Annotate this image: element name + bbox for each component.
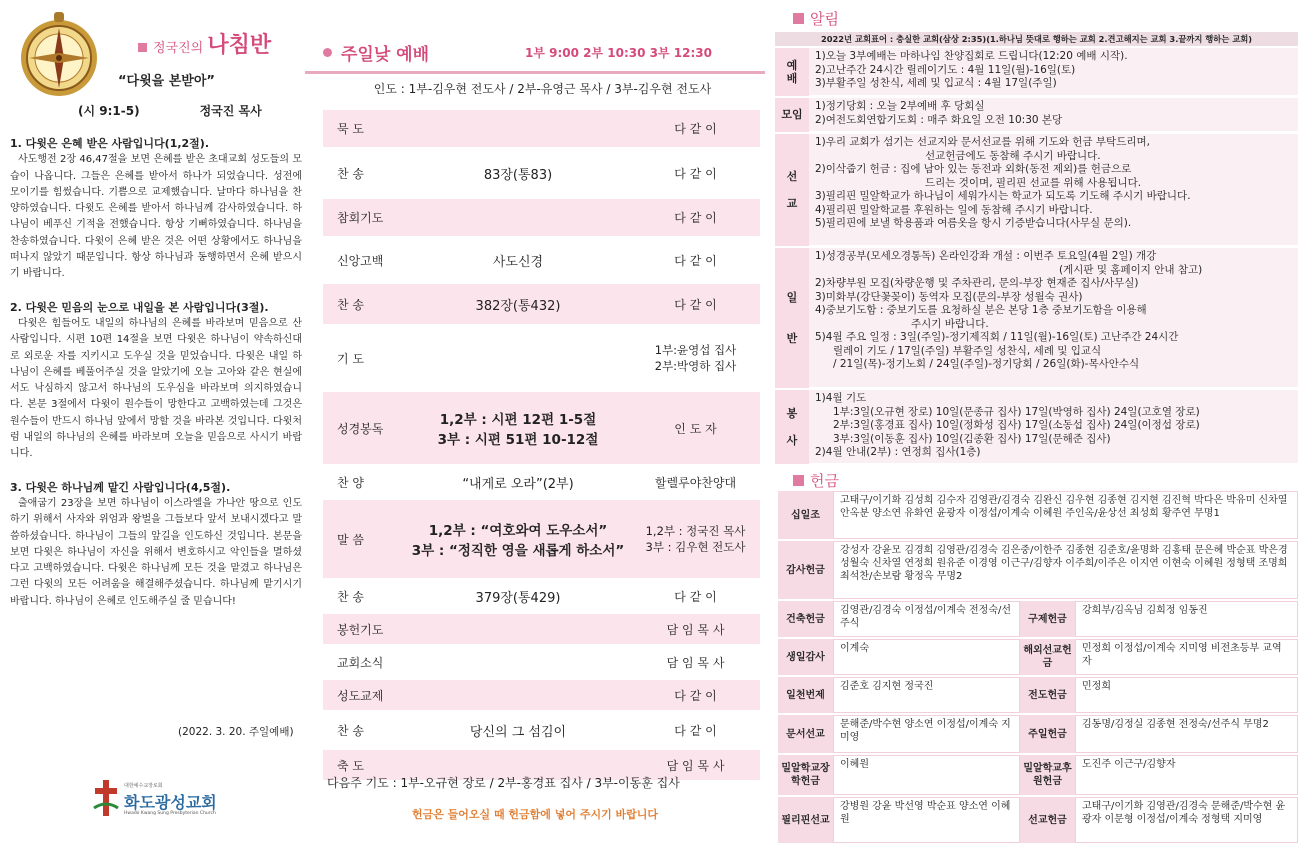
service-item-name: 기 도 [337, 351, 364, 366]
section-heading: 1. 다윗은 은혜 받은 사람입니다(1,2절). [10, 137, 210, 150]
service-item-name: 묵 도 [337, 122, 364, 136]
news-section-text [809, 134, 1298, 246]
news-heading: 알림 [793, 8, 839, 29]
offering-names: 고태구/이기화 김성희 김수자 김영관/김경숙 김완신 김우현 김종현 김지현 김진혁 박다은 박유미 신차열 안옥분 양소연 유화연 윤광자 이정섭/이계숙 이혜원 주인옥/윤상선 최성희 황주연 무명1 [833, 491, 1298, 539]
news-line: 릴레이 기도 / 17일(주일) 부활주일 성찬식, 세례 및 입교식 [833, 344, 1102, 357]
service-item-leader: 다 같 이 [674, 211, 717, 225]
service-row [323, 327, 760, 389]
offering-label: 주일헌금 [1020, 715, 1075, 753]
service-row [323, 680, 760, 710]
news-line: 5)필리핀에 보낼 학용품과 여름옷을 항시 기증받습니다(사무실 문의). [815, 217, 1132, 229]
news-line: 주시기 바랍니다. [911, 317, 989, 330]
offering-label: 밀알학교후원헌금 [1020, 755, 1075, 795]
news-line: 1)4월 기도 [815, 392, 867, 404]
section-text: 출애굽기 23장을 보면 하나님이 이스라엘을 가나안 땅으로 인도하기 위해서 사자와 위엄과 왕벌을 그들보다 앞서 보내시겠다고 말씀하셨습니다. 하나님이 그들의 앞길을 인도하신 것입니다. 본문을 보면 다윗은 하나님이 자신을 위해서 변호하시고 악인들을 멸하셨다고 고백하였습니다. 다윗은 하나님께 모든 것을 맡겼고 하나님은 그런 다윗의 모든 어려움을 해결해주셨습니다. 하나님께 맡기시기 바랍니다. 하나님이 은혜로 인도해주실 줄 믿습니다! [10, 497, 302, 607]
church-logo: 대한예수교장로회 화도광성교회 Hwado Kwang Sung Presbyterian Church [92, 776, 242, 824]
news-column [775, 0, 1298, 854]
news-line: 3)필리핀 밀알학교가 하나님이 세워가시는 학교가 되도록 기도해 주시기 바랍니다. [815, 190, 1191, 202]
service-item-leader: 담 임 목 사 [666, 622, 725, 637]
service-item-leader: 인 도 자 [674, 421, 717, 436]
offering-row [778, 601, 1298, 637]
news-line: 1)성경공부(모세오경통독) 온라인강좌 개설 : 이번주 토요일(4월 2일) 개강 [815, 250, 1157, 262]
compass-icon [18, 4, 100, 104]
worship-title: 주일낮 예배 [341, 45, 430, 65]
offering-names: 문해준/박수현 양소연 이정섭/이계숙 지미영 [833, 715, 1020, 753]
service-item-name: 신앙고백 [337, 253, 384, 268]
news-line: 2)여전도회연합기도회 : 매주 화요일 오전 10:30 본당 [815, 113, 1063, 126]
sermon-body [10, 134, 302, 610]
order-of-service [323, 110, 760, 783]
offering-table [778, 491, 1298, 845]
news-section-label: 선 교 [775, 134, 809, 246]
service-item-name: 말 씀 [337, 532, 364, 547]
news-line: 4)중보기도함 : 중보기도를 요청하실 분은 본당 1층 중보기도함을 이용해 [815, 304, 1147, 316]
offering-row [778, 491, 1298, 539]
service-row [323, 199, 760, 236]
service-item-leader: 할렐루야찬양대 [654, 475, 737, 490]
offering-names: 김영관/김경숙 이정섭/이계숙 전정숙/선주식 [833, 601, 1020, 637]
offering-names: 김준호 김지현 정국진 [833, 677, 1020, 713]
service-item-leader: 담 임 목 사 [666, 655, 725, 670]
service-item-detail: 1,2부 : 시편 12편 1-5절 3부 : 시편 51편 10-12절 [437, 412, 599, 448]
news-line: 2)차량부원 모집(차량운행 및 주차관리, 문의-부장 현재준 집사/사무실) [815, 277, 1139, 289]
service-row [323, 239, 760, 281]
bullet-icon [323, 48, 332, 57]
news-line: 5)4월 주요 일정 : 3일(주일)-정기제직회 / 11일(월)-16일(토) 고난주간 24시간 [815, 331, 1179, 343]
service-item-detail: 382장(통432) [475, 298, 561, 314]
service-item-leader: 다 같 이 [674, 297, 717, 312]
worship-times: 1부 9:00 2부 10:30 3부 12:30 [525, 46, 712, 60]
offering-label: 해외선교헌금 [1020, 639, 1075, 675]
offering-label: 밀알학교장학헌금 [778, 755, 833, 795]
news-line: 2)4월 안내(2부) : 연정희 집사(1층) [815, 446, 981, 458]
pastor-column [0, 0, 305, 854]
news-section [775, 390, 1298, 464]
offering-label: 십일조 [778, 491, 833, 539]
service-item-name: 찬 송 [337, 723, 364, 738]
news-section-text [809, 48, 1298, 96]
news-section [775, 98, 1298, 132]
sermon-date: (2022. 3. 20. 주일예배) [178, 726, 294, 738]
service-item-name: 축 도 [337, 758, 364, 773]
service-item-leader: 다 같 이 [674, 253, 717, 268]
offering-row [778, 797, 1298, 843]
news-line: 4)필리핀 밀알학교를 후원하는 일에 동참해 주시기 바랍니다. [815, 203, 1093, 216]
offering-names: 이혜원 [833, 755, 1020, 795]
offering-row [778, 715, 1298, 753]
service-row [323, 392, 760, 464]
worship-header [305, 36, 765, 76]
news-line: 1부:3일(오규현 장로) 10일(문종규 집사) 17일(박영하 집사) 24일(고호열 장로) [833, 405, 1200, 418]
news-line: 3부:3일(이동훈 집사) 10일(김종환 집사) 17일(문해준 집사) [833, 432, 1111, 445]
sermon-title: “다윗을 본받아” [118, 74, 215, 89]
offering-names: 이계숙 [833, 639, 1020, 675]
service-item-name: 성도교제 [337, 688, 384, 703]
news-line: 드리는 것이며, 필리핀 선교를 위해 사용됩니다. [925, 176, 1142, 189]
news-section [775, 248, 1298, 388]
service-item-name: 성경봉독 [337, 421, 384, 436]
news-line: 선교헌금에도 동참해 주시기 바랍니다. [925, 149, 1101, 162]
offering-label: 문서선교 [778, 715, 833, 753]
service-item-leader: 다 같 이 [674, 166, 717, 181]
next-week-prayer: 다음주 기도 : 1부-오규현 장로 / 2부-홍경표 집사 / 3부-이동훈 집사 [327, 776, 680, 790]
service-row [323, 284, 760, 324]
service-row [323, 713, 760, 747]
service-item-leader: 담 임 목 사 [666, 758, 725, 773]
service-item-detail: 83장(통83) [483, 167, 553, 183]
offering-names: 강희부/김옥님 김희정 임동진 [1075, 601, 1298, 637]
offering-row [778, 755, 1298, 795]
service-row [323, 614, 760, 644]
offering-names: 도진주 이근구/김향자 [1075, 755, 1298, 795]
cross-icon [92, 778, 120, 818]
offering-names: 민정희 [1075, 677, 1298, 713]
column-heading: 정국진의 나침반 [138, 28, 271, 59]
service-row [323, 110, 760, 147]
service-item-detail: 사도신경 [492, 254, 544, 270]
section-text: 다윗은 힘들어도 내일의 하나님의 은혜를 바라보며 믿음으로 산 사람입니다. 시편 10편 14절을 보면 다윗은 하나님이 약속하신대로 외로운 자를 지키시고 도우실 것을 믿었습니다. 다윗은 내일 하나님이 은혜를 베풀어주실 것을 알았기에 오늘 고아와 같은 현실에서도 낙심하지 않고서 하나님의 도우심을 바라보며 의지하였습니다. 본문 3절에서 다윗이 원수들이 망한다고 고백하였는데 그것은 원수들이 반드시 하나님 앞에서 망할 것을 바라본 것입니다. 다윗처럼 내일의 하나님의 은혜를 바라보며 오늘을 믿음으로 사시기 바랍니다. [10, 317, 302, 460]
service-row [323, 500, 760, 578]
offering-row [778, 541, 1298, 599]
offering-note: 헌금은 들어오실 때 헌금함에 넣어 주시기 바랍니다 [411, 808, 659, 821]
service-item-detail: 당신의 그 섬김이 [469, 724, 567, 740]
offering-heading: 헌금 [793, 470, 839, 491]
offering-row [778, 639, 1298, 675]
news-line: 3)부활주일 성찬식, 세례 및 입교식 : 4월 17일(주일) [815, 77, 1057, 89]
news-section-label: 예 배 [775, 48, 809, 96]
news-section-label: 봉 사 [775, 390, 809, 464]
church-name: 화도광성교회 [124, 793, 217, 812]
service-item-name: 봉헌기도 [337, 622, 384, 637]
service-item-leader: 다 같 이 [674, 723, 717, 738]
offering-names: 강성자 강윤모 김경희 김영관/김경숙 김은중/이한주 김종현 김준호/윤명화 김홍태 문은혜 박순표 박은경 성월숙 신차열 연정희 원유준 이경영 이근구/김향자 이주희/이주은 이지연 이현숙 이혜원 정형택 조명희 최석찬/손보람 황정옥 무명2 [833, 541, 1298, 599]
offering-label: 필리핀선교 [778, 797, 833, 843]
news-line: 1)정기당회 : 오늘 2부예배 후 당회실 [815, 100, 985, 112]
offering-label: 선교헌금 [1020, 797, 1075, 843]
offering-label: 전도헌금 [1020, 677, 1075, 713]
news-section-text [809, 390, 1298, 464]
offering-names: 고태구/이기화 김영관/김경숙 문해준/박수현 윤광자 이문형 이정섭/이계숙 정형택 지미영 [1075, 797, 1298, 843]
news-line: 1)오늘 3부예배는 마하나임 찬양집회로 드립니다(12:20 예배 시작). [815, 50, 1128, 62]
news-section [775, 134, 1298, 246]
offering-label: 구제헌금 [1020, 601, 1075, 637]
service-item-name: 참회기도 [337, 211, 384, 225]
news-table [775, 48, 1298, 466]
offering-label: 감사헌금 [778, 541, 833, 599]
news-section-text [809, 98, 1298, 132]
news-line: 2)고난주간 24시간 릴레이기도 : 4월 11일(월)-16일(토) [815, 63, 1076, 76]
service-row [323, 150, 760, 196]
news-line: / 21일(목)-정기노회 / 24일(주일)-정기당회 / 26일(화)-목사안수식 [833, 358, 1140, 370]
news-section [775, 48, 1298, 96]
service-row [323, 467, 760, 497]
section-heading: 3. 다윗은 하나님께 맡긴 사람입니다(4,5절). [10, 480, 231, 494]
section-heading: 2. 다윗은 믿음의 눈으로 내일을 본 사람입니다(3절). [10, 300, 269, 314]
offering-label: 일천번제 [778, 677, 833, 713]
service-item-detail: 1,2부 : “여호와여 도우소서” 3부 : “정직한 영을 새롭게 하소서” [411, 523, 625, 559]
service-item-name: 교회소식 [337, 655, 384, 670]
service-item-leader: 다 같 이 [674, 688, 717, 703]
news-line: 2)이삭줍기 헌금 : 집에 남아 있는 동전과 외화(동전 제외)를 헌금으로 [815, 163, 1132, 175]
section-text: 사도행전 2장 46,47절을 보면 은혜를 받은 초대교회 성도들의 모습이 나옵니다. 그들은 은혜를 받아서 하나가 되었습니다. 성전에 모이기를 힘썼습니다. 기쁨으로 교제했습니다. 날마다 하나님을 찬양하였습니다. 다윗도 은혜를 받아서 하나님께 감사하였습니다. 하나님이 베푸신 기적을 전했습니다. 항상 기뻐하였습니다. 하나님을 찬송하였습니다. 다윗이 은혜 받은 것은 어떤 상황에서도 하나님을 떠나지 않았기 때문입니다. 항상 하나님과 동행하면서 은혜 받으시기 바랍니다. [10, 154, 302, 280]
service-item-name: 찬 송 [337, 589, 364, 604]
service-item-leader: 1,2부 : 정국진 목사 3부 : 김우현 전도사 [645, 524, 746, 554]
sermon-reference: (시 9:1-5) 정국진 목사 [78, 104, 262, 118]
offering-row [778, 677, 1298, 713]
service-row [323, 581, 760, 611]
service-item-leader: 다 같 이 [674, 589, 717, 604]
service-row [323, 647, 760, 677]
service-item-leader: 다 같 이 [674, 122, 717, 136]
service-item-name: 찬 송 [337, 297, 364, 312]
service-item-detail: 379장(통429) [475, 590, 561, 606]
news-line: 2부:3일(홍경표 집사) 10일(정화성 집사) 17일(소동섭 집사) 24일(이정섭 장로) [833, 419, 1200, 431]
worship-column [305, 0, 765, 854]
service-item-leader: 1부:윤영섭 집사 2부:박영하 집사 [654, 343, 737, 373]
church-motto: 2022년 교회표어 : 충실한 교회(삼상 2:35)(1.하나님 뜻대로 행하는 교회 2.견고해지는 교회 3.끝까지 행하는 교회) [775, 32, 1298, 46]
news-line: (게시판 및 홈페이지 안내 참고) [1059, 263, 1203, 276]
service-item-detail: “내게로 오라”(2부) [462, 476, 574, 492]
news-line: 1)우리 교회가 섬기는 선교지와 문서선교를 위해 기도와 헌금 부탁드리며, [815, 136, 1150, 148]
service-item-name: 찬 양 [337, 475, 364, 490]
news-line: 3)미화부(강단꽃꽂이) 동역자 모집(문의-부장 성월숙 권사) [815, 290, 1083, 303]
news-section-label: 일 반 [775, 248, 809, 388]
service-item-name: 찬 송 [337, 166, 364, 181]
offering-label: 건축헌금 [778, 601, 833, 637]
worship-leader: 인도 : 1부-김우현 전도사 / 2부-유영근 목사 / 3부-김우현 전도사 [373, 82, 712, 96]
offering-names: 강병원 강윤 박선영 박순표 양소연 이혜원 [833, 797, 1020, 843]
news-section-label: 모임 [775, 98, 809, 132]
news-section-text [809, 248, 1298, 388]
offering-label: 생일감사 [778, 639, 833, 675]
offering-names: 민정희 이정섭/이계숙 지미영 비전초등부 교역자 [1075, 639, 1298, 675]
offering-names: 김동명/김정실 김종현 전정숙/선주식 무명2 [1075, 715, 1298, 753]
